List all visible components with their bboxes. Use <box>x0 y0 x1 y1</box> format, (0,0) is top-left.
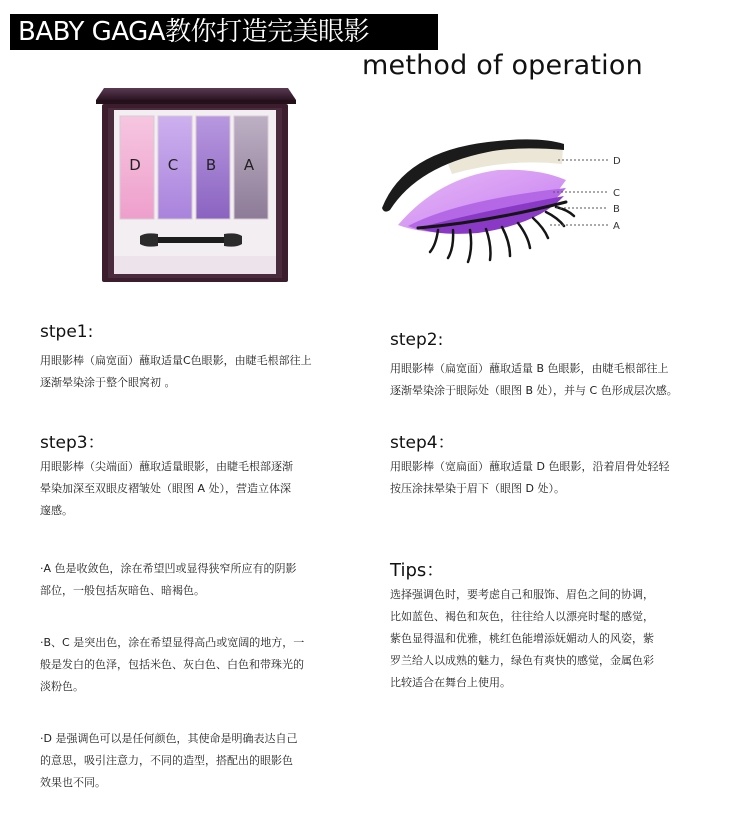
step2-heading: step2: <box>390 330 444 350</box>
palette-label-c: C <box>167 156 179 174</box>
eye-label-b: B <box>613 204 620 215</box>
eye-label-a: A <box>613 221 620 232</box>
palette-lid <box>96 88 296 100</box>
step1-heading: stpe1: <box>40 322 94 342</box>
step1-text: 用眼影棒（扁宽面）蘸取适量C色眼影，由睫毛根部往上 逐渐晕染涂于整个眼窝初 。 <box>40 354 312 389</box>
page-title: BABY GAGA教你打造完美眼影 <box>18 17 370 47</box>
step3-heading: step3： <box>40 433 105 453</box>
step4-heading: step4： <box>390 433 455 453</box>
note-d: ·D 是强调色可以是任何颜色，其使命是明确表达自己 的意思，吸引注意力，不同的造型，搭配出的眼影色 效果也不同。 <box>40 732 298 789</box>
palette-label-a: A <box>243 156 255 174</box>
tips-text: 选择强调色时，要考虑自己和服饰、眉色之间的协调， 比如蓝色、褐色和灰色，往往给人以漂亮时髦的感觉， 紫色显得温和优雅，桃红色能增添妩媚动人的风姿，紫 罗兰给人以成熟的魅力，绿色有爽快的感觉，金属色彩 比较适合在舞台上使用。 <box>390 588 654 689</box>
eyeshadow-palette-image <box>94 86 298 286</box>
eye-diagram <box>378 130 628 270</box>
eye-label-c: C <box>613 188 620 199</box>
note-bc: ·B、C 是突出色，涂在希望显得高凸或宽阔的地方，一 般是发白的色泽，包括米色、灰白色、白色和带珠光的 淡粉色。 <box>40 636 305 693</box>
step3-text: 用眼影棒（尖端面）蘸取适量眼影，由睫毛根部逐渐 晕染加深至双眼皮褶皱处（眼图 A 处），营造立体深 邃感。 <box>40 460 293 517</box>
palette-label-b: B <box>205 156 217 174</box>
tips-heading: Tips： <box>390 560 445 581</box>
title-bar <box>10 14 438 50</box>
eye-label-d: D <box>613 156 621 167</box>
palette-label-d: D <box>129 156 141 174</box>
note-a: ·A 色是收敛色，涂在希望凹或显得狭窄所应有的阴影 部位，一般包括灰暗色、暗褐色。 <box>40 562 297 597</box>
step4-text: 用眼影棒（宽扁面）蘸取适量 D 色眼影，沿着眉骨处轻轻 按压涂抹晕染于眉下（眼图 D 处）。 <box>390 460 670 495</box>
subtitle: method of operation <box>362 50 643 81</box>
step2-text: 用眼影棒（扁宽面）蘸取适量 B 色眼影，由睫毛根部往上 逐渐晕染涂于眼际处（眼图 B 处），并与 C 色形成层次感。 <box>390 362 678 397</box>
